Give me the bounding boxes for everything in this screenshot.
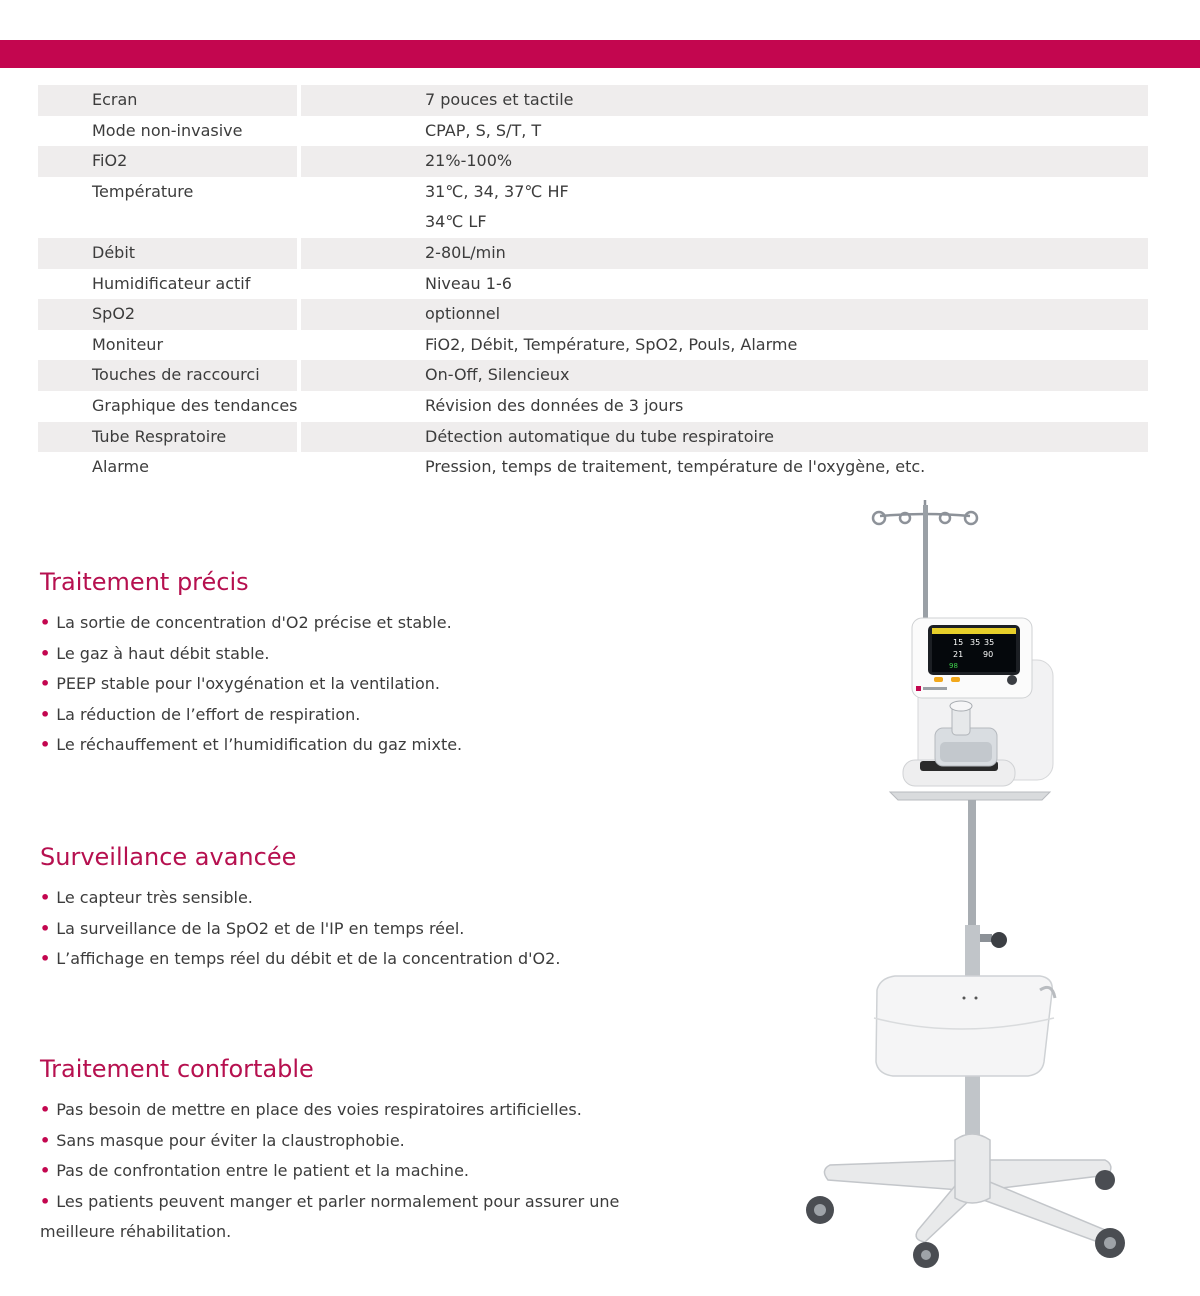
height-knob-icon [980, 932, 1007, 948]
spec-label-cell [38, 85, 297, 116]
bullet-item [40, 914, 660, 945]
spec-value: On-Off, Silencieux [425, 365, 570, 385]
spec-label: Mode non-invasive [92, 120, 243, 140]
spec-value-cell [301, 422, 1148, 453]
bullet-item [40, 944, 660, 975]
spec-label-cell [38, 177, 297, 238]
bullet-item [40, 669, 660, 700]
bullet-item [40, 1126, 660, 1157]
spec-value-cell [301, 360, 1148, 391]
spec-value: CPAP, S, S/T, T [425, 120, 542, 140]
bullet-item [40, 1156, 660, 1187]
spec-row [38, 85, 1148, 116]
spec-row [38, 452, 1148, 483]
bullet-text: La surveillance de la SpO2 et de l'IP en temps réel. [56, 918, 465, 938]
section-surveillance-avancee [40, 841, 660, 975]
bullet-icon: • [40, 1100, 51, 1119]
spec-value-cell [301, 452, 1148, 483]
bullet-item [40, 608, 660, 639]
spec-value-cell [301, 238, 1148, 269]
spec-label-cell [38, 269, 297, 300]
wheeled-base [824, 1134, 1113, 1245]
spec-row [38, 330, 1148, 361]
section-title: Traitement précis [40, 568, 249, 596]
bullet-text: meilleure réhabilitation. [40, 1222, 232, 1242]
spec-label: Graphique des tendances [92, 395, 298, 415]
spec-label: SpO2 [92, 304, 136, 324]
screen-value: 15 [953, 638, 964, 647]
section-traitement-confortable [40, 1053, 660, 1248]
section-title: Surveillance avancée [40, 843, 297, 871]
spec-row [38, 299, 1148, 330]
bullet-text: Pas de confrontation entre le patient et la machine. [56, 1161, 469, 1181]
screen-value: 21 [953, 650, 964, 659]
spec-value: 2-80L/min [425, 242, 506, 262]
spec-label: Débit [92, 242, 136, 262]
bullet-text: Le gaz à haut débit stable. [56, 643, 270, 663]
section-title: Traitement confortable [40, 1055, 314, 1083]
bullet-text: Les patients peuvent manger et parler normalement pour assurer une [56, 1191, 620, 1211]
spec-label: Moniteur [92, 334, 164, 354]
spec-row [38, 360, 1148, 391]
spec-value: Niveau 1-6 [425, 273, 512, 293]
bullet-item [40, 1095, 660, 1126]
spec-value-cell [301, 269, 1148, 300]
spec-value-cell [301, 177, 1148, 238]
bullet-icon: • [40, 1191, 51, 1211]
spec-value-cell [301, 146, 1148, 177]
bullet-icon: • [40, 674, 51, 694]
iv-pole [923, 505, 928, 625]
spec-label-cell [38, 116, 297, 147]
bullet-icon: • [40, 1130, 51, 1150]
bullet-text: Le réchauffement et l’humidification du gaz mixte. [56, 735, 463, 755]
spec-label-cell [38, 391, 297, 422]
bullet-list [40, 883, 660, 975]
bullet-item [40, 639, 660, 670]
bullet-text: La sortie de concentration d'O2 précise et stable. [56, 613, 452, 632]
spec-row [38, 422, 1148, 453]
bullet-text: La réduction de l’effort de respiration. [56, 704, 361, 724]
bullet-item [40, 1187, 660, 1218]
spec-label-cell [38, 452, 297, 483]
spec-row [38, 269, 1148, 300]
bullet-text: PEEP stable pour l'oxygénation et la ventilation. [56, 674, 440, 694]
spec-row [38, 146, 1148, 177]
spec-value: Détection automatique du tube respiratoire [425, 426, 775, 446]
spec-label-cell [38, 330, 297, 361]
spec-label-cell [38, 146, 297, 177]
bullet-icon: • [40, 918, 51, 938]
bullet-icon: • [40, 888, 51, 907]
main-pole [968, 800, 976, 930]
spec-label-cell [38, 422, 297, 453]
spec-value: 31℃, 34, 37℃ HF [425, 181, 569, 201]
bullet-icon: • [40, 1161, 51, 1181]
spec-label-cell [38, 299, 297, 330]
spec-value: 7 pouces et tactile [425, 90, 574, 109]
bullet-text: L’affichage en temps réel du débit et de la concentration d'O2. [56, 949, 561, 969]
screen-value: 98 [949, 662, 958, 670]
spec-value: Révision des données de 3 jours [425, 395, 684, 415]
bullet-item [40, 700, 660, 731]
spec-value-cell [301, 330, 1148, 361]
bullet-item [40, 730, 660, 761]
spec-value: Pression, temps de traitement, température de l'oxygène, etc. [425, 457, 926, 477]
spec-label: FiO2 [92, 151, 128, 171]
screen-value: 35 [984, 638, 995, 647]
bullet-text: Le capteur très sensible. [56, 888, 253, 907]
bullet-icon: • [40, 613, 51, 632]
high-flow-device-on-stand-image [780, 495, 1200, 1296]
spec-label: Tube Respratoire [92, 426, 227, 446]
bullet-icon: • [40, 735, 51, 755]
spec-value: optionnel [425, 304, 501, 324]
screen-value: 35 [970, 638, 981, 647]
screen-value: 90 [983, 650, 994, 659]
bullet-icon: • [40, 949, 51, 969]
section-traitement-precis [40, 566, 660, 761]
spec-value: 21%-100% [425, 151, 513, 171]
top-accent-bar [0, 40, 1200, 68]
spec-label-cell [38, 360, 297, 391]
spec-label: Touches de raccourci [92, 365, 260, 385]
spec-value-cell [301, 391, 1148, 422]
basket [874, 976, 1055, 1076]
spec-value-cell [301, 85, 1148, 116]
spec-row [38, 391, 1148, 422]
bullet-icon: • [40, 704, 51, 724]
spec-row [38, 177, 1148, 238]
bullet-item-continuation [40, 1217, 660, 1248]
spec-value-cell [301, 116, 1148, 147]
spec-label: Température [92, 181, 194, 201]
spec-row [38, 238, 1148, 269]
spec-table [38, 85, 1148, 483]
bullet-list [40, 608, 660, 761]
bullet-text: Pas besoin de mettre en place des voies respiratoires artificielles. [56, 1100, 582, 1119]
spec-value-cell [301, 299, 1148, 330]
spec-label: Alarme [92, 457, 149, 477]
bullet-list [40, 1095, 660, 1248]
bullet-icon: • [40, 643, 51, 663]
spec-label: Ecran [92, 90, 138, 109]
spec-label: Humidificateur actif [92, 273, 251, 293]
spec-value: FiO2, Débit, Température, SpO2, Pouls, Alarme [425, 334, 798, 354]
spec-label-cell [38, 238, 297, 269]
bullet-item [40, 883, 660, 914]
spec-value: 34℃ LF [425, 212, 487, 232]
spec-row [38, 116, 1148, 147]
bullet-text: Sans masque pour éviter la claustrophobie. [56, 1130, 405, 1150]
